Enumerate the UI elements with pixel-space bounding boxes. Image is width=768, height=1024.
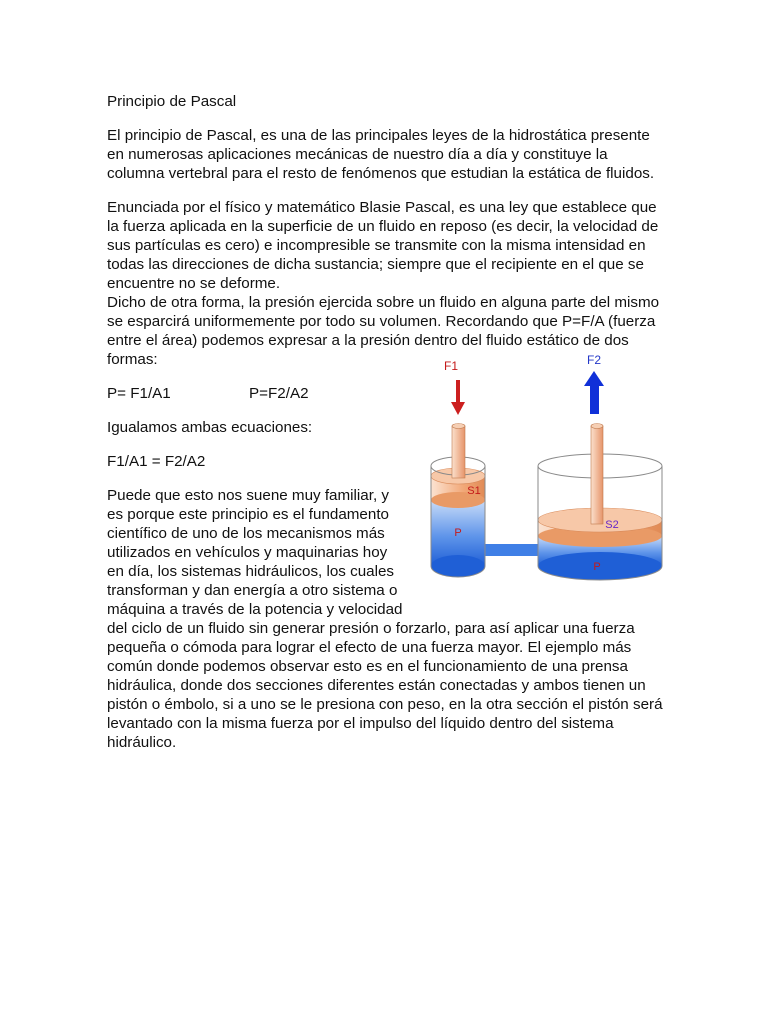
hydraulic-press-svg bbox=[428, 350, 664, 584]
paragraph-pressure: Dicho de otra forma, la presión ejercida sobre un fluido en alguna parte del mismo se esparcirá uniformemente por todo su volumen. Recordando que P=F/A (fuerza entre el área) podemos expresar a la presión dentro del fluido estático de dos formas: bbox=[107, 294, 660, 368]
equation-2: P=F2/A2 bbox=[249, 385, 309, 402]
hydraulic-press-diagram bbox=[428, 350, 664, 584]
f1-label: F1 bbox=[443, 359, 459, 373]
f2-arrow-icon bbox=[584, 371, 604, 414]
paragraph-equate: Igualamos ambas ecuaciones: bbox=[107, 419, 313, 436]
p-right-label: P bbox=[593, 561, 601, 573]
doc-title: Principio de Pascal bbox=[107, 93, 237, 110]
s2-label: S2 bbox=[605, 519, 619, 531]
f2-label: F2 bbox=[586, 353, 602, 367]
paragraph-intro: El principio de Pascal, es una de las principales leyes de la hidrostática presente en numerosas aplicaciones mecánicas de nuestro día a día y constituye la columna vertebral para el resto de fenómenos que estudian la estática de fluidos. bbox=[107, 127, 655, 182]
equation-1: P= F1/A1 bbox=[107, 385, 171, 402]
left-piston-rod bbox=[452, 424, 465, 479]
s1-label: S1 bbox=[467, 485, 481, 497]
paragraph-hydraulics-end: del ciclo de un fluido sin generar presión o forzarlo, para así aplicar una fuerza pequeña o cómoda para lograr el efecto de una fuerza mayor. El ejemplo más común donde podemos observar esto es en el funcionamiento de una prensa hidráulica, donde dos secciones diferentes están conectadas y ambos tienen un pistón o émbolo, si a uno se le presiona con peso, en la otra sección el pistón será levantado con la misma fuerza por el impulso del líquido dentro del sistema hidráulico. bbox=[107, 620, 663, 751]
connecting-pipe bbox=[482, 544, 542, 556]
paragraph-statement: Enunciada por el físico y matemático Blasie Pascal, es una ley que establece que la fuerza aplicada en la superficie de un fluido en reposo (es decir, la velocidad de sus partículas es cero) e incompresible se transmite con la misma intensidad en todas las direcciones de dicha sustancia; siempre que el recipiente en el que se encuentre no se deforme. bbox=[107, 199, 659, 292]
paragraph-hydraulics-start: Puede que esto nos suene muy familiar, y es porque este principio es el fundamento científico de uno de los mecanismos más utilizados en vehículos y maquinarias hoy en día, los sistemas hidráulicos, los cuales transforman y dan energía a otro sistema o máquina a través de la potencia y velocidad bbox=[107, 487, 403, 618]
f1-arrow-icon bbox=[451, 380, 465, 415]
right-piston-rod bbox=[591, 424, 603, 525]
equation-3: F1/A1 = F2/A2 bbox=[107, 453, 206, 470]
p-left-label: P bbox=[454, 527, 462, 539]
